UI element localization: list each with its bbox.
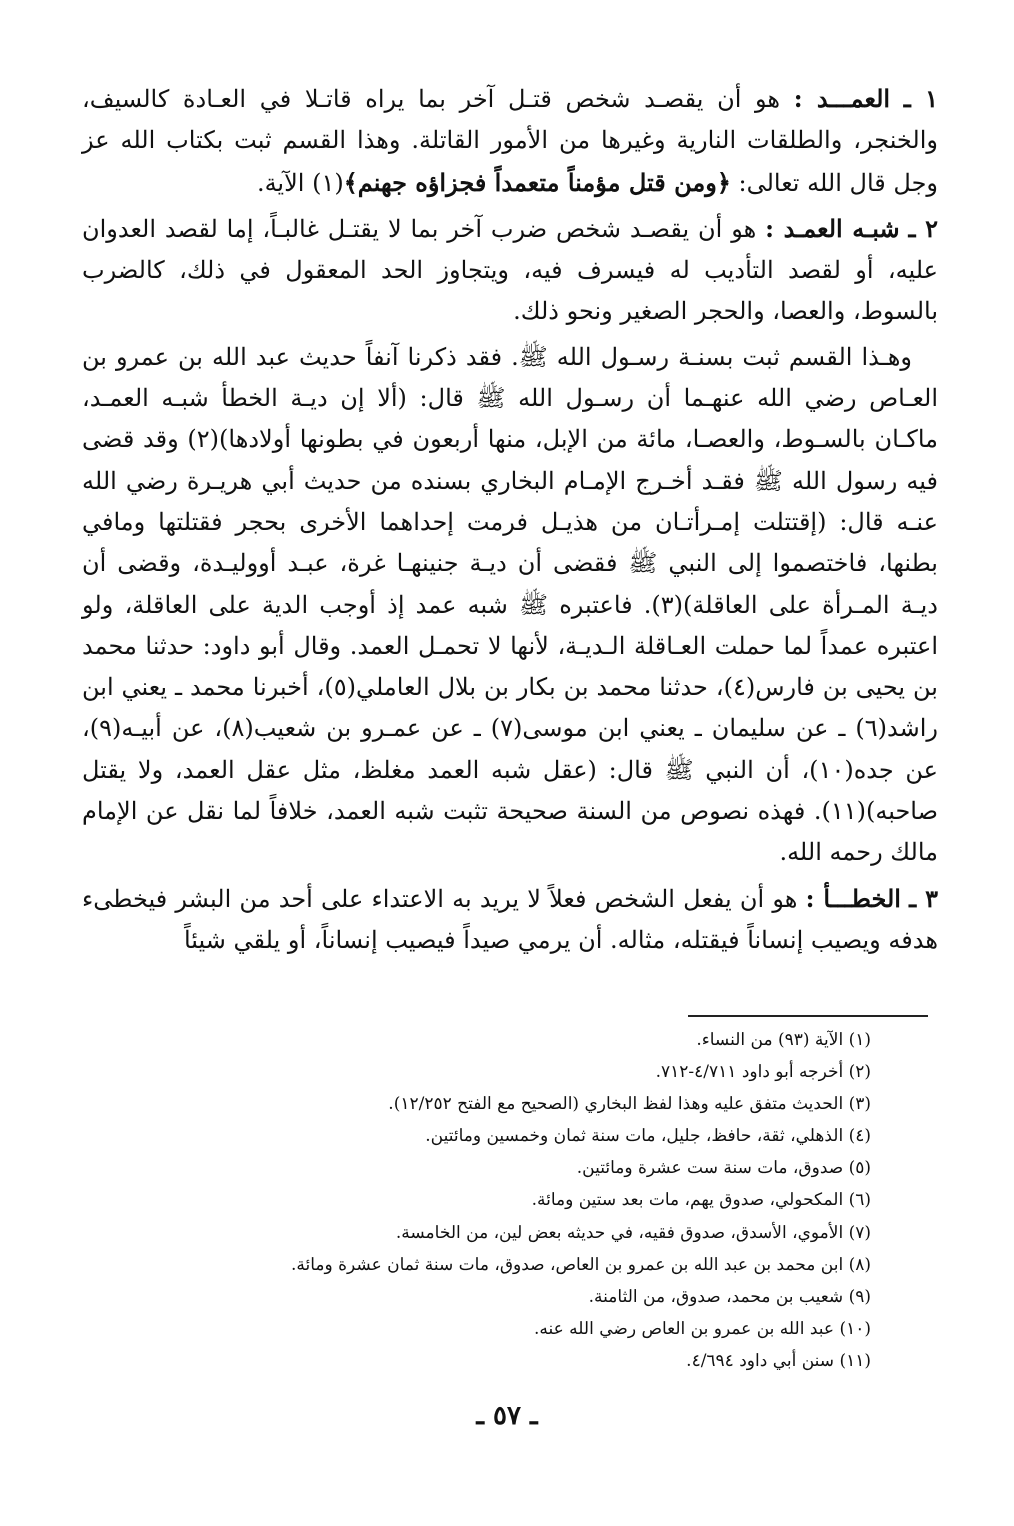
footnote: (٩) شعيب بن محمد، صدوق، من الثامنة. xyxy=(588,1286,871,1307)
paragraph-semi-intentional xyxy=(82,208,938,333)
footnote: (١١) سنن أبي داود ٤/٦٩٤. xyxy=(686,1350,871,1371)
paragraph-text: وهـذا القسم ثبت بسنـة رسـول الله ﷺ. فقد ذكرنا آنفاً حديث عبد الله بن عمرو بن العـاص رضي الله عنهـما أن رسـول الله ﷺ قال: (ألا إن ديـة الخطأ شبـه العمـد، ماكـان بالسـوط، والعصـا، مائة من الإبل، منها أربعون في بطونها أولادها)(٢) وقد قضى فيه رسول الله ﷺ فقـد أخـرج الإمـام البخاري بسنده من حديث أبي هريـرة رضي الله عنـه قال: (إقتتلت إمـرأتـان من هذيـل فرمت إحداهما الأخرى بحجر فقتلتها ومافي بطنها، فاختصموا إلى النبي ﷺ فقضى أن ديـة جنينهـا غرة، عبـد أووليـدة، وقضى أن ديـة المـرأة على العاقلة)(٣). فاعتبره ﷺ شبه عمد إذ أوجب الدية على العاقلة، ولو اعتبره عمداً لما حملت العـاقلة الـديـة، لأنها لا تحمـل العمد. وقال أبو داود: حدثنا محمد بن يحيى بن فارس(٤)، حدثنا محمد بن بكار بن بلال العاملي(٥)، أخبرنا محمد ـ يعني ابن راشد(٦) ـ عن سليمان ـ يعني ابن موسى(٧) ـ عن عمـرو بن شعيب(٨)، عن أبيـه(٩)، عن جده(١٠)، أن النبي ﷺ قال: (عقل شبه العمد مغلظ، مثل عقل العمد، ولا يقتل صاحبه)(١١). فهذه نصوص من السنة صحيحة تثبت شبه العمد، خلافاً لما نقل عن الإمام مالك رحمه الله. xyxy=(82,342,939,867)
quran-verse: ﴿ومن قتل مؤمناً متعمداً فجزاؤه جهنم﴾ xyxy=(343,167,731,197)
footnote: (٤) الذهلي، ثقة، حافظ، جليل، مات سنة ثمان وخمسين ومائتين. xyxy=(425,1126,871,1147)
term-heading: العمـــد : xyxy=(793,84,891,113)
footnotes xyxy=(91,1024,871,1377)
item-number: ٣ ـ xyxy=(909,883,938,913)
item-number: ١ ـ xyxy=(903,84,938,113)
footnote: (٦) المكحولي، صدوق يهم، مات بعد ستين ومائة. xyxy=(531,1190,871,1211)
paragraph-text: هو أن يقصـد شخص ضرب آخر بما لا يقتـل غالبـاً، إما لقصد العدوان عليه، أو لقصد التأديب له فيسرف فيه، ويتجاوز الحد المعقول في ذلك، كالضرب بالسوط، والعصا، والحجر الصغير ونحو ذلك. xyxy=(82,214,938,326)
footnote: (٨) ابن محمد بن عبد الله بن عمرو بن العاص، صدوق، مات سنة ثمان عشرة ومائة. xyxy=(290,1254,871,1275)
term-heading: شبـه العمـد : xyxy=(765,213,900,243)
paragraph-mistake xyxy=(82,878,938,962)
paragraph-sunnah-evidence xyxy=(82,337,938,874)
paragraph-intentional xyxy=(82,78,938,204)
term-heading: الخطـــأ : xyxy=(805,883,901,913)
paragraph-text: هو أن يفعل الشخص فعلاً لا يريد به الاعتداء على أحد من البشر فيخطىء هدفه ويصيب إنساناً فيقتله، مثاله. أن يرمي صيداً فيصيب إنساناً، أو يلقي شيئاً xyxy=(82,884,938,954)
paragraph-text: هو أن يقصـد شخص قتـل آخر بما يراه قاتـلا في العـادة كالسيف، والخنجر، والطلقات النارية وغيرها من الأمور القاتلة. وهذا القسم ثبت بكتاب الله عز وجل قال الله تعالى: xyxy=(82,85,938,197)
footnote: (١٠) عبد الله بن عمرو بن العاص رضي الله عنه. xyxy=(533,1318,871,1339)
paragraph-tail: (١) الآية. xyxy=(256,168,344,197)
footnote: (٣) الحديث متفق عليه وهذا لفظ البخاري (الصحيح مع الفتح ١٢/٢٥٢). xyxy=(388,1094,871,1115)
footnote: (١) الآية (٩٣) من النساء. xyxy=(696,1030,871,1050)
page-number: ـ ٥٧ ـ xyxy=(476,1401,538,1431)
footnote: (٢) أخرجه أبو داود ٤/٧١١-٧١٢. xyxy=(655,1062,871,1083)
footnote: (٧) الأموي، الأسدق، صدوق فقيه، في حديثه بعض لين، من الخامسة. xyxy=(395,1222,871,1243)
main-text xyxy=(82,78,938,961)
footnote-divider xyxy=(688,1015,928,1017)
item-number: ٢ ـ xyxy=(908,213,938,243)
footnote: (٥) صدوق، مات سنة ست عشرة ومائتين. xyxy=(576,1158,871,1179)
